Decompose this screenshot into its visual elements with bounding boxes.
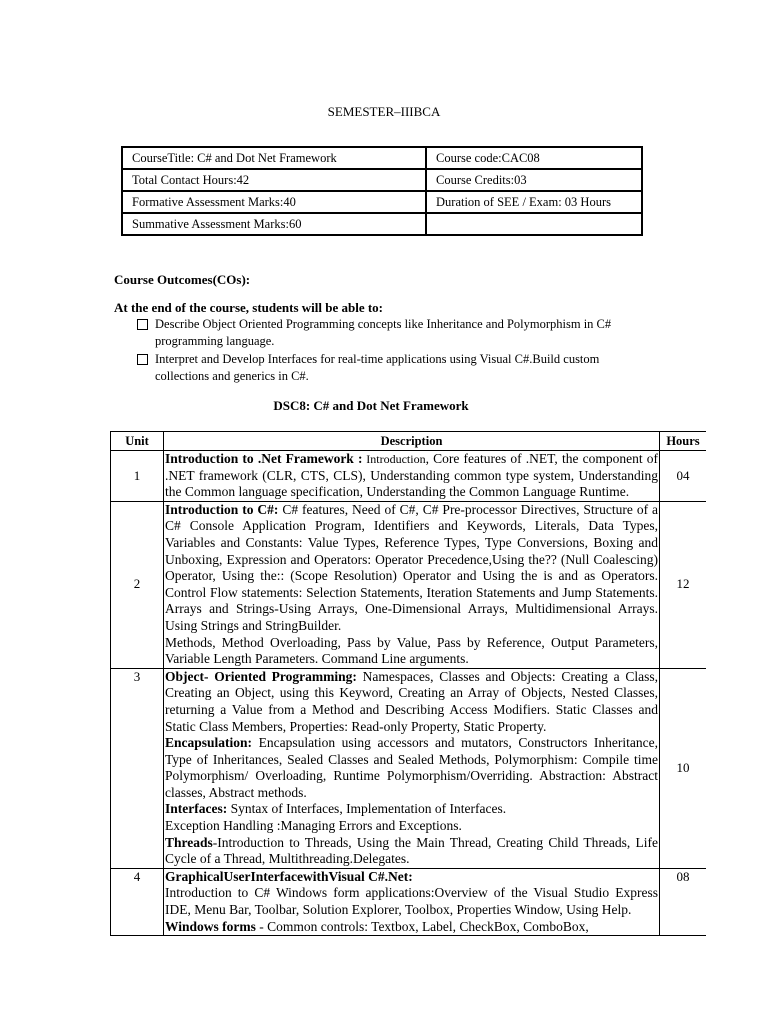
duration-see-cell: Duration of SEE / Exam: 03 Hours	[426, 191, 642, 213]
course-credits-cell: Course Credits:03	[426, 169, 642, 191]
unit-column-header: Unit	[111, 432, 164, 451]
topic-paragraph: Introduction to C# Windows form applications:Overview of the Visual Studio Express IDE, Menu Bar, Toolbar, Solution Explorer, Toolbox, Properties Window, Using Help.	[165, 885, 658, 918]
topic-heading: Introduction to C#:	[165, 501, 279, 517]
topic-text: - Common controls: Textbox, Label, CheckBox, ComboBox,	[255, 918, 589, 934]
topic-heading: GraphicalUserInterfacewithVisual C#.Net:	[165, 868, 413, 884]
table-header-row	[111, 432, 707, 451]
topic-paragraph: Exception Handling :Managing Errors and Exceptions.	[165, 818, 462, 834]
empty-cell	[426, 213, 642, 235]
course-info-row	[122, 147, 642, 169]
topic-text: Encapsulation using accessors and mutators, Constructors Inheritance, Type of Inheritances, Sealed Classes and Sealed Methods, Polymorphism: Compile time Polymorphism/ Overloading, Runtime Polymorphism/Overriding. Abstraction: Abstract classes, Abstract methods.	[165, 735, 658, 800]
semester-title: SEMESTER–IIIBCA	[327, 104, 441, 119]
course-outcomes-intro: At the end of the course, students will be able to:	[114, 300, 384, 315]
topic-paragraph	[165, 801, 658, 818]
topic-heading: Encapsulation:	[165, 735, 253, 751]
topic-text: Introduction	[362, 452, 426, 466]
topic-text: Syntax of Interfaces, Implementation of Interfaces.	[227, 801, 507, 817]
course-outcome-text: Describe Object Oriented Programming concepts like Inheritance and Polymorphism in C# programming language.	[155, 317, 612, 348]
formative-marks-cell: Formative Assessment Marks:40	[122, 191, 426, 213]
course-outcomes-heading: Course Outcomes(COs):	[114, 272, 251, 287]
checkbox-bullet-icon	[137, 319, 148, 330]
unit-description	[164, 501, 660, 668]
topic-heading: Windows forms	[165, 918, 256, 934]
summative-marks-cell: Summative Assessment Marks:60	[122, 213, 426, 235]
course-outcome-text: Interpret and Develop Interfaces for real-time applications using Visual C#.Build custom collections and generics in C#.	[155, 352, 600, 383]
unit-hours: 10	[660, 668, 707, 868]
topic-paragraph	[165, 919, 658, 936]
description-column-header: Description	[164, 432, 660, 451]
total-contact-hours-cell: Total Contact Hours:42	[122, 169, 426, 191]
course-info-row	[122, 213, 642, 235]
table-row	[111, 451, 707, 502]
table-row	[111, 668, 707, 868]
topic-heading: Object- Oriented Programming:	[165, 668, 357, 684]
unit-number: 3	[111, 668, 164, 868]
course-title-cell: CourseTitle: C# and Dot Net Framework	[122, 147, 426, 169]
checkbox-bullet-icon	[137, 354, 148, 365]
unit-hours: 12	[660, 501, 707, 668]
course-info-table	[121, 146, 643, 236]
syllabus-table	[110, 431, 706, 936]
topic-text: C# features, Need of C#, C# Pre-processor Directives, Structure of a C# Console Application Program, Identifiers and Keywords, Literals, Data Types, Variables and Constants: Value Types, Reference Types, Type Conversions, Boxing and Unboxing, Expression and Operators: Operator Precedence,Using the?? (Null Coalescing) Operator, Using the:: (Scope Resolution) Operator and Using the is and as Operators. Control Flow statements: Selection Statements, Iteration Statements and Jump Statements. Arrays and Strings-Using Arrays, One-Dimensional Arrays, Multidimensional Arrays. Using Strings and StringBuilder.	[165, 501, 658, 633]
topic-paragraph: Methods, Method Overloading, Pass by Value, Pass by Reference, Output Parameters, Variable Length Parameters. Command Line arguments.	[165, 634, 658, 667]
topic-paragraph	[165, 669, 658, 735]
topic-paragraph	[165, 735, 658, 801]
syllabus-table-container	[110, 431, 706, 1025]
topic-text: Namespaces, Classes and Objects: Creating a Class, Creating an Object, using this Keyword, Creating an Array of Objects, Nested Classes, returning a Value from a Method and Describing Access Modifiers. Static Classes and Static Class Members, Properties: Read-only Property, Static Property.	[165, 668, 658, 734]
topic-heading: Threads	[165, 834, 213, 850]
unit-hours: 04	[660, 451, 707, 502]
topic-text: -Introduction to Threads, Using the Main Thread, Creating Child Threads, Life Cycle of a Thread, Multithreading.Delegates.	[165, 834, 658, 867]
course-info-row	[122, 191, 642, 213]
table-row	[111, 868, 707, 935]
unit-number: 4	[111, 868, 164, 935]
syllabus-title: DSC8: C# and Dot Net Framework	[273, 398, 469, 413]
topic-heading: Introduction to .Net Framework :	[165, 451, 363, 466]
course-info-row	[122, 169, 642, 191]
topic-paragraph	[165, 502, 658, 635]
topic-heading: Interfaces:	[165, 801, 228, 817]
unit-description	[164, 451, 660, 502]
course-outcome-item	[137, 351, 637, 385]
course-outcome-item	[137, 316, 637, 350]
topic-paragraph	[165, 835, 658, 868]
unit-number: 1	[111, 451, 164, 502]
hours-column-header: Hours	[660, 432, 707, 451]
topic-paragraph	[165, 869, 658, 886]
unit-description	[164, 868, 660, 935]
unit-hours: 08	[660, 868, 707, 935]
unit-description	[164, 668, 660, 868]
table-row	[111, 501, 707, 668]
course-code-cell: Course code:CAC08	[426, 147, 642, 169]
topic-text: , Core features of .NET, the component of .NET framework (CLR, CTS, CLS), Understanding common type system, Understanding the Common language specification, Understanding the Common Language Runtime.	[165, 451, 658, 500]
unit-number: 2	[111, 501, 164, 668]
